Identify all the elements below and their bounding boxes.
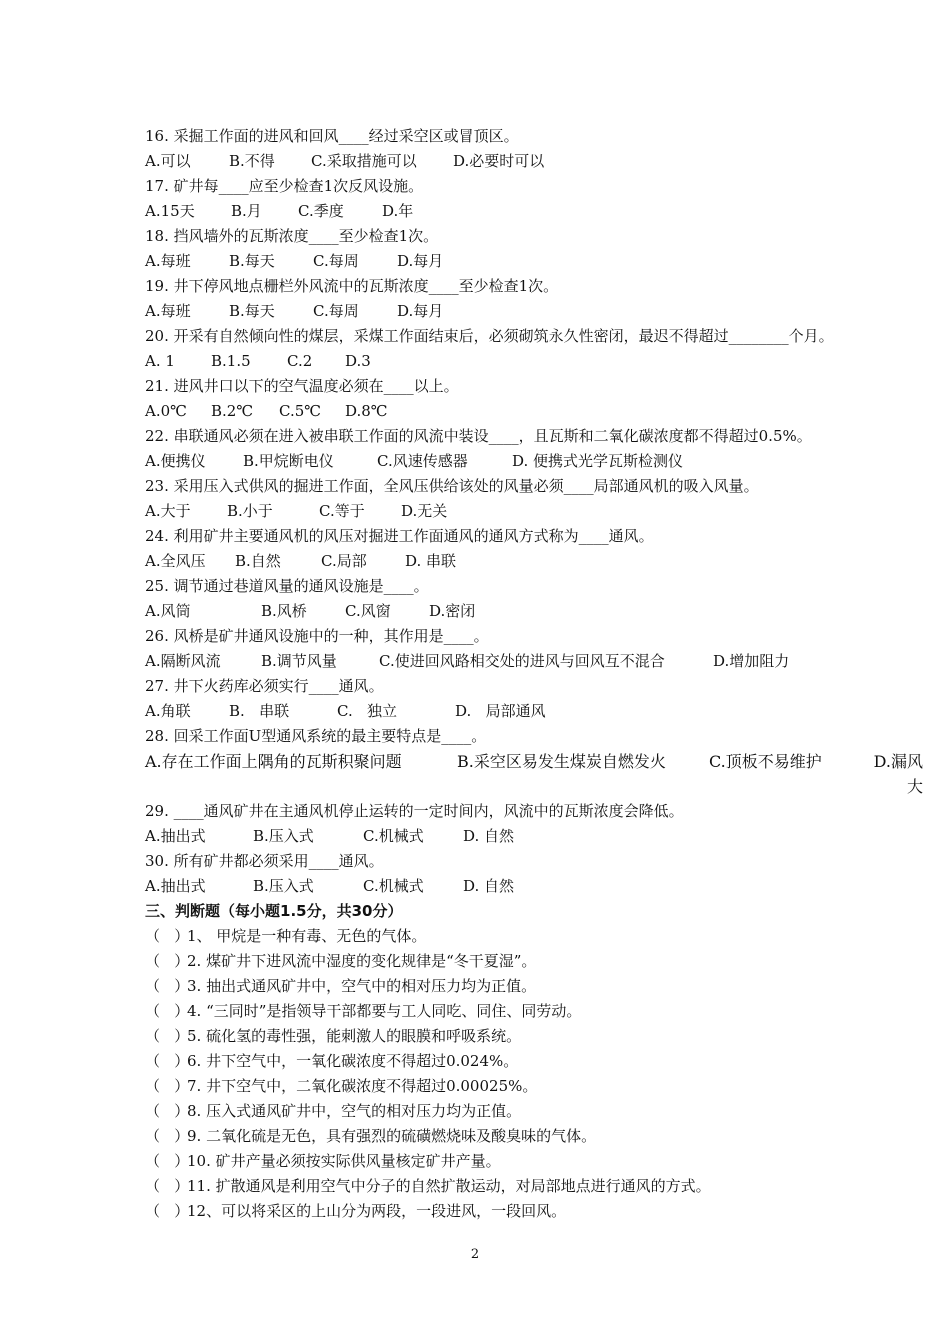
options-18: [145, 249, 925, 274]
option: C.风窗: [345, 602, 391, 620]
option: D. 自然: [463, 827, 515, 845]
option: B.1.5: [211, 352, 251, 370]
tf-item-7: [145, 1074, 925, 1099]
tf-item-10: [145, 1149, 925, 1174]
option: D.漏风大: [873, 752, 923, 796]
answer-blank: （ ）: [145, 1102, 190, 1120]
option: D. 便携式光学瓦斯检测仪: [512, 452, 684, 470]
option: B.小于: [227, 502, 273, 520]
option: A.抽出式: [145, 827, 206, 845]
question-17: 17. 矿井每____应至少检查1次反风设施。: [145, 177, 424, 195]
tf-item-2: [145, 949, 925, 974]
tf-item-3: [145, 974, 925, 999]
options-25: [145, 599, 925, 624]
question-16: 16. 采掘工作面的进风和回风____经过采空区或冒顶区。: [145, 127, 519, 145]
question-19: 19. 井下停风地点栅栏外风流中的瓦斯浓度____至少检查1次。: [145, 277, 559, 295]
tf-statement: 11. 扩散通风是利用空气中分子的自然扩散运动，对局部地点进行通风的方式。: [187, 1177, 711, 1195]
option: C.采取措施可以: [311, 152, 417, 170]
option: B.每天: [229, 302, 275, 320]
options-27: [145, 699, 925, 724]
tf-statement: 2. 煤矿井下进风流中湿度的变化规律是“冬干夏湿”。: [187, 952, 537, 970]
option: A.便携仪: [145, 452, 206, 470]
option: B.2℃: [211, 402, 254, 420]
options-30: [145, 874, 925, 899]
tf-statement: 7. 井下空气中，二氧化碳浓度不得超过0.00025%。: [187, 1077, 538, 1095]
tf-statement: 9. 二氧化硫是无色，具有强烈的硫磺燃烧味及酸臭味的气体。: [187, 1127, 597, 1145]
question-26: 26. 风桥是矿井通风设施中的一种，其作用是____。: [145, 627, 489, 645]
tf-item-8: [145, 1099, 925, 1124]
option: C.等于: [319, 502, 365, 520]
option: D. 串联: [405, 552, 457, 570]
tf-statement: 8. 压入式通风矿井中，空气的相对压力均为正值。: [187, 1102, 522, 1120]
question-27: 27. 井下火药库必须实行____通风。: [145, 677, 384, 695]
answer-blank: （ ）: [145, 977, 190, 995]
option: D.年: [382, 202, 414, 220]
option: C. 独立: [337, 702, 398, 720]
option: C.机械式: [363, 827, 424, 845]
options-29: [145, 824, 925, 849]
option: A.风筒: [145, 602, 191, 620]
option: A. 1: [145, 352, 175, 370]
option: A.0℃: [145, 402, 187, 420]
tf-item-12: [145, 1199, 925, 1224]
answer-blank: （ ）: [145, 1177, 190, 1195]
option: C.季度: [298, 202, 344, 220]
option: A.15天: [145, 202, 195, 220]
option: B.风桥: [261, 602, 307, 620]
option: D.增加阻力: [713, 652, 790, 670]
answer-blank: （ ）: [145, 1127, 190, 1145]
question-20: 20. 开采有自然倾向性的煤层，采煤工作面结束后，必须砌筑永久性密闭，最迟不得超过________个月。: [145, 327, 834, 345]
option: B. 串联: [229, 702, 290, 720]
option: D. 局部通风: [455, 702, 546, 720]
option: D.8℃: [345, 402, 388, 420]
option: B.采空区易发生煤炭自燃发火: [457, 752, 666, 771]
tf-statement: 1、 甲烷是一种有毒、无色的气体。: [187, 927, 427, 945]
options-23: [145, 499, 925, 524]
question-30: 30. 所有矿井都必须采用____通风。: [145, 852, 384, 870]
answer-blank: （ ）: [145, 1002, 190, 1020]
options-26: [145, 649, 925, 674]
option: A.存在工作面上隅角的瓦斯积聚问题: [145, 752, 402, 771]
page-number: 2: [470, 1247, 480, 1262]
answer-blank: （ ）: [145, 1152, 190, 1170]
question-28: 28. 回采工作面U型通风系统的最主要特点是____。: [145, 727, 487, 745]
option: B.月: [231, 202, 262, 220]
option: A.全风压: [145, 552, 206, 570]
option: A.大于: [145, 502, 191, 520]
option: D.无关: [401, 502, 448, 520]
options-16: [145, 149, 925, 174]
option: B.不得: [229, 152, 275, 170]
question-21: 21. 进风井口以下的空气温度必须在____以上。: [145, 377, 459, 395]
tf-item-11: [145, 1174, 925, 1199]
tf-item-5: [145, 1024, 925, 1049]
tf-item-6: [145, 1049, 925, 1074]
question-18: 18. 挡风墙外的瓦斯浓度____至少检查1次。: [145, 227, 439, 245]
options-20: [145, 349, 925, 374]
question-22: 22. 串联通风必须在进入被串联工作面的风流中装设____，且瓦斯和二氧化碳浓度都不得超过0.5%。: [145, 427, 812, 445]
option: B.甲烷断电仪: [243, 452, 334, 470]
question-23: 23. 采用压入式供风的掘进工作面，全风压供给该处的风量必须____局部通风机的吸入风量。: [145, 477, 759, 495]
tf-statement: 10. 矿井产量必须按实际供风量核定矿井产量。: [187, 1152, 501, 1170]
options-17: [145, 199, 925, 224]
option: A.角联: [145, 702, 191, 720]
option: B.压入式: [253, 827, 314, 845]
option: C.使进回风路相交处的进风与回风互不混合: [379, 652, 665, 670]
tf-item-4: [145, 999, 925, 1024]
question-29: 29. ____通风矿井在主通风机停止运转的一定时间内，风流中的瓦斯浓度会降低。: [145, 802, 684, 820]
option: D. 自然: [463, 877, 515, 895]
option: A.抽出式: [145, 877, 206, 895]
option: B.自然: [235, 552, 281, 570]
option: C.每周: [313, 302, 359, 320]
option: C.风速传感器: [377, 452, 468, 470]
question-25: 25. 调节通过巷道风量的通风设施是____。: [145, 577, 429, 595]
answer-blank: （ ）: [145, 1202, 190, 1220]
tf-statement: 12、可以将采区的上山分为两段，一段进风，一段回风。: [187, 1202, 567, 1220]
options-24: [145, 549, 925, 574]
option: A.每班: [145, 252, 191, 270]
options-22: [145, 449, 925, 474]
option: D.必要时可以: [453, 152, 545, 170]
option: D.每月: [397, 252, 444, 270]
option: D.密闭: [429, 602, 476, 620]
page-content: [145, 124, 925, 1224]
tf-item-9: [145, 1124, 925, 1149]
answer-blank: （ ）: [145, 927, 190, 945]
section-3-title: 三、判断题（每小题1.5分，共30分）: [145, 902, 403, 920]
options-28: [145, 749, 925, 799]
question-24: 24. 利用矿井主要通风机的风压对掘进工作面通风的通风方式称为____通风。: [145, 527, 654, 545]
option: A.隔断风流: [145, 652, 221, 670]
option: D.3: [345, 352, 371, 370]
tf-item-1: [145, 924, 925, 949]
answer-blank: （ ）: [145, 1027, 190, 1045]
option: C.局部: [321, 552, 367, 570]
answer-blank: （ ）: [145, 1077, 190, 1095]
options-19: [145, 299, 925, 324]
option: A.每班: [145, 302, 191, 320]
answer-blank: （ ）: [145, 952, 190, 970]
option: C.2: [287, 352, 313, 370]
option: C.机械式: [363, 877, 424, 895]
tf-statement: 5. 硫化氢的毒性强，能刺激人的眼膜和呼吸系统。: [187, 1027, 522, 1045]
tf-statement: 3. 抽出式通风矿井中，空气中的相对压力均为正值。: [187, 977, 537, 995]
option: C.每周: [313, 252, 359, 270]
tf-statement: 4. “三同时”是指领导干部都要与工人同吃、同住、同劳动。: [187, 1002, 582, 1020]
options-21: [145, 399, 925, 424]
option: D.每月: [397, 302, 444, 320]
option: A.可以: [145, 152, 191, 170]
option: C.顶板不易维护: [709, 752, 822, 771]
option: C.5℃: [279, 402, 322, 420]
option: B.压入式: [253, 877, 314, 895]
answer-blank: （ ）: [145, 1052, 190, 1070]
option: B.每天: [229, 252, 275, 270]
tf-statement: 6. 井下空气中，一氧化碳浓度不得超过0.024%。: [187, 1052, 519, 1070]
option: B.调节风量: [261, 652, 337, 670]
